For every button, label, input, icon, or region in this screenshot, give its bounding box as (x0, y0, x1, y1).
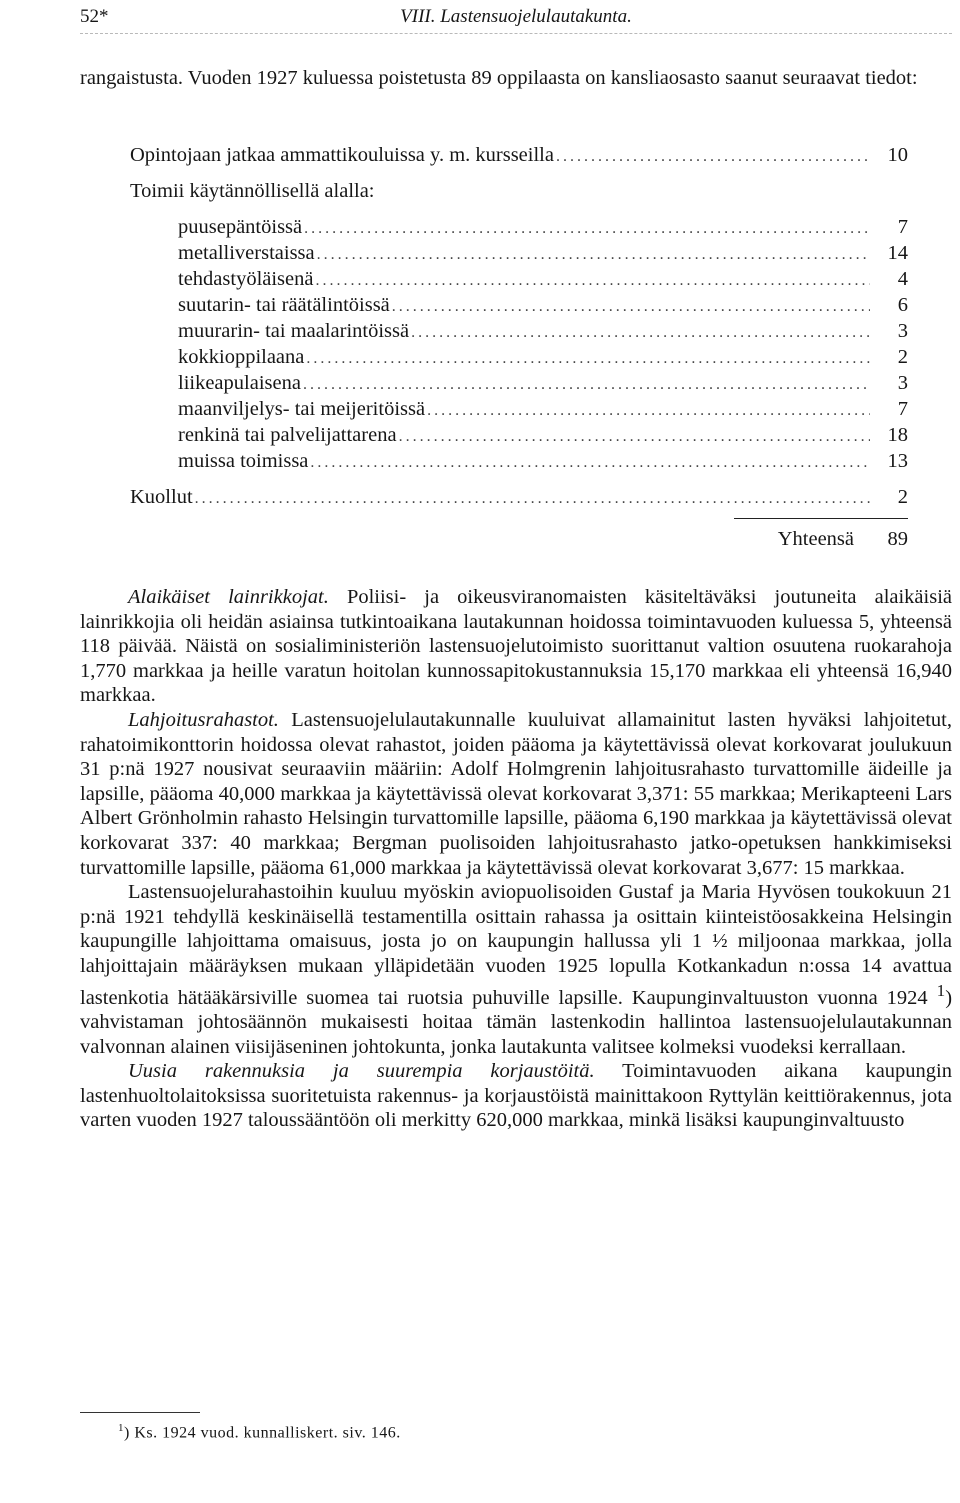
footnote-reference[interactable]: 1 (936, 980, 946, 1000)
leader-dots (315, 246, 870, 264)
leader-dots (425, 402, 870, 420)
stat-value: 3 (897, 320, 908, 342)
stat-row-deceased (130, 486, 908, 511)
paragraph-text: Lastensuojelulautakunnalle kuuluivat allamainitut lasten hyväksi lahjoitetut, rahatoimikonttorin hoidossa olevat rahastot, joiden pääoma ja käytettävissä olevat korkovarat joulukuun 31 p:nä 1927 nousivat seuraaviin määriin: Adolf Holmgrenin lahjoitusrahasto turvattomille äideille ja lapsille, pääoma 40,000 markkaa ja käytettävissä olevat korkovarat 3,371: 55 markkaa; Merikapteeni Lars Albert Grönholmin rahasto Helsingin turvattomille lapsille, pääoma 6,190 markkaa ja käytettävissä olevat korkovarat 337: 40 markkaa; Bergman puolisoiden lahjoitusrahasto jatko-opetuksen hankkimiseksi turvattomille lapsille, pääoma 61,000 markkaa ja käytettävissä olevat korkovarat 3,677: 15 markkaa. (80, 708, 952, 879)
paragraph-minor-offenders (80, 585, 952, 708)
stat-label: muissa toimissa (178, 450, 309, 472)
stat-row (178, 242, 908, 267)
group-heading-label: Toimii käytännöllisellä alalla: (130, 180, 375, 202)
leader-dots (390, 298, 870, 316)
stat-label: muurarin- tai maalarintöissä (178, 320, 410, 342)
stat-label: renkinä tai palvelijattarena (178, 424, 397, 446)
stat-value: 13 (887, 450, 908, 472)
stat-row (178, 372, 908, 397)
stat-group-heading (130, 180, 908, 205)
stat-value: 4 (897, 268, 908, 290)
section-heading: Alaikäiset lainrikkojat. (128, 586, 329, 608)
stat-value: 18 (887, 424, 908, 446)
leader-dots (313, 272, 870, 290)
stat-label: Kuollut (130, 486, 193, 508)
stat-label: liikeapulaisena (178, 372, 301, 394)
paragraph-hyvonen-bequest (80, 880, 952, 1059)
body-text (80, 585, 952, 1133)
total-value: 89 (887, 528, 908, 550)
leader-dots (304, 350, 870, 368)
footnote (118, 1422, 401, 1442)
stat-row (178, 398, 908, 423)
paragraph-new-buildings (80, 1059, 952, 1133)
stat-value: 10 (887, 144, 908, 166)
header-divider (80, 33, 952, 34)
paragraph-text: Lastensuojelurahastoihin kuuluu myöskin aviopuolisoiden Gustaf ja Maria Hyvösen toukokuun 21 p:nä 1921 tehdyllä keskinäisellä testamentilla osittain rahassa ja osittain kiinteistöosakkeina Helsingin kaupungille lahjoittama omaisuus, josta jo on kaupungin hallussa yli 1 ½ miljoonaa markkaa, jolla lahjoittajain määräyksen mukaan ylläpidetään vuoden 1925 lopulla Kotkankadun n:ossa 14 avattua lastenkotia hätääkärsiville suomea tai ruotsia puhuville lapsille. Kaupunginvaltuuston vuonna 1924 (80, 881, 952, 1009)
stat-row (178, 450, 908, 475)
leader-dots (302, 220, 870, 238)
stat-row (178, 216, 908, 241)
running-title: VIII. Lastensuojelulautakunta. (400, 6, 632, 27)
leader-dots (301, 376, 870, 394)
stat-row (178, 320, 908, 345)
stat-label: kokkioppilaana (178, 346, 305, 368)
leader-dots (397, 428, 870, 446)
stat-label: metalliverstaissa (178, 242, 315, 264)
stat-value: 6 (897, 294, 908, 316)
stat-value: 2 (897, 346, 908, 368)
stat-row-studies (130, 144, 908, 169)
stat-label: tehdastyöläisenä (178, 268, 314, 290)
stat-value: 2 (897, 486, 908, 508)
stat-value: 3 (897, 372, 908, 394)
stat-value: 14 (887, 242, 908, 264)
leader-dots (409, 324, 870, 342)
total-label: Yhteensä (777, 528, 854, 550)
footnote-mark: 1 (118, 1422, 124, 1434)
stat-label: Opintojaan jatkaa ammattikouluissa y. m. kursseilla (130, 144, 554, 166)
section-heading: Lahjoitusrahastot. (128, 708, 279, 731)
section-heading: Uusia rakennuksia ja suurempia korjaustöitä. (128, 1060, 595, 1083)
leader-dots (308, 454, 870, 472)
paragraph-text: Poliisi- ja oikeusviranomaisten käsiteltäväksi joutuneita alaikäisiä lainrikkojia oli heidän asiainsa tutkintoaikana lautakunnan hoidossa toimintavuoden kuluessa 5, yhteensä 118 päivää. Näistä on sosialiministeriön lastensuojelutoimisto suorittanut valtion osuutena ruokarahoja 1,770 markkaa ja heille varatun hoitolan kunnossapitokustannuksia 15,170 markkaa eli yhteensä 16,940 markkaa. (80, 586, 953, 707)
paragraph-donation-funds (80, 708, 952, 880)
stat-row (178, 268, 908, 293)
paragraph-text: ) vahvistaman johtosäännön mukaisesti hoitaa tämän lastenkodin hallintoa lastensuojelulautakunnan valvonnan alainen viisijäseninen johtokunta, jonka lautakunta valitsee kolmeksi vuodeksi kerrallaan. (80, 986, 953, 1058)
leader-dots (193, 490, 870, 508)
stat-row (178, 346, 908, 371)
stat-label: suutarin- tai räätälintöissä (178, 294, 390, 316)
stat-row (178, 424, 908, 449)
footnote-divider (80, 1412, 200, 1413)
stat-value: 7 (897, 398, 908, 420)
stat-value: 7 (897, 216, 908, 238)
intro-paragraph: rangaistusta. Vuoden 1927 kuluessa poistetusta 89 oppilaasta on kansliaosasto saanut seuraavat tiedot: (80, 67, 918, 89)
sum-divider (734, 518, 908, 519)
paragraph-text: Toimintavuoden aikana kaupungin lastenhuoltolaitoksissa suoritetuista rakennus- ja korjaustöistä mainittakoon Ryttylän keittiörakennus, jota varten vuoden 1927 taloussääntöön oli merkitty 620,000 markkaa, minkä lisäksi kaupunginvaltuusto (80, 1060, 952, 1132)
page-number: 52* (80, 6, 109, 27)
stat-row (178, 294, 908, 319)
running-header (80, 6, 952, 36)
stat-label: puusepäntöissä (178, 216, 303, 238)
leader-dots (554, 148, 870, 166)
stat-total (778, 528, 908, 553)
stat-label: maanviljelys- tai meijeritöissä (178, 398, 426, 420)
footnote-text: ) Ks. 1924 vuod. kunnalliskert. siv. 146. (124, 1424, 401, 1442)
